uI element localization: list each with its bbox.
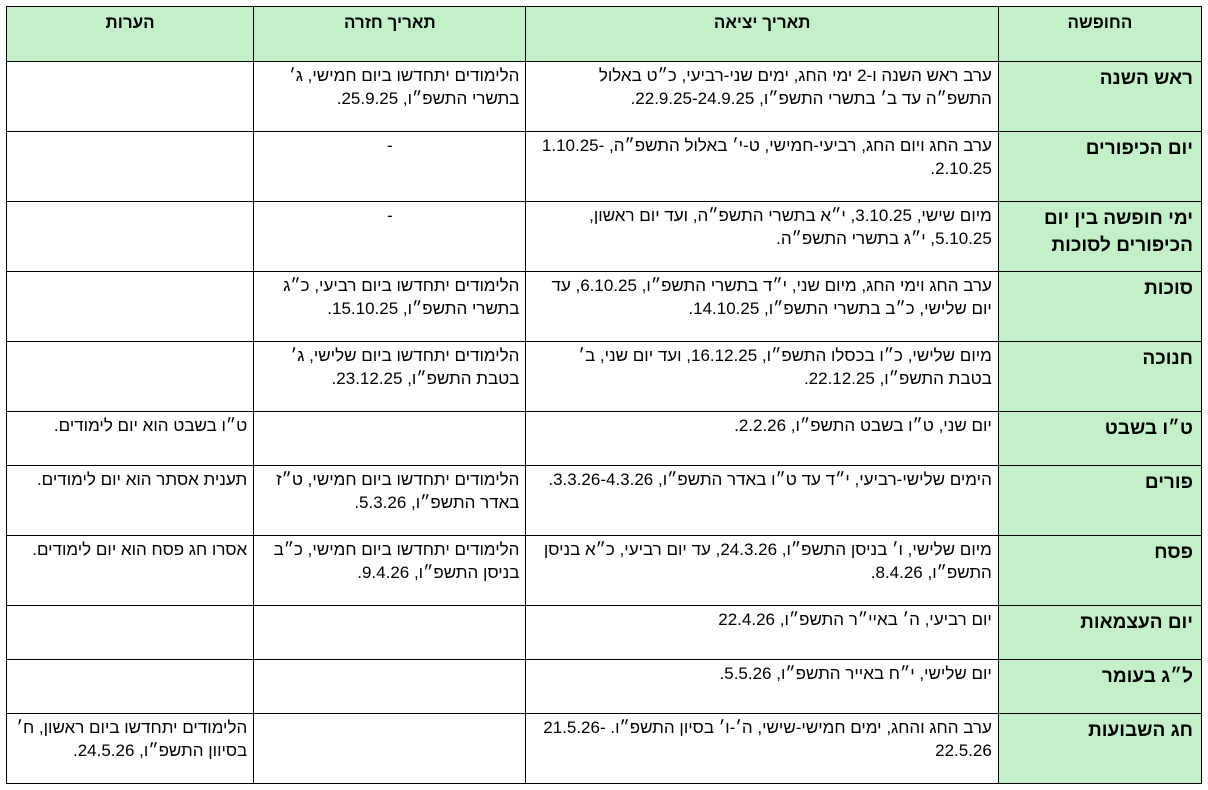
- departure-date-cell: יום רביעי, ה׳ באיי״ר התשפ״ו, 22.4.26: [526, 606, 998, 660]
- holiday-name-cell: ל״ג בעומר: [998, 660, 1201, 714]
- notes-cell: תענית אסתר הוא יום לימודים.: [7, 466, 254, 536]
- notes-cell: [7, 606, 254, 660]
- table-row: [7, 714, 1202, 784]
- return-date-cell: -: [254, 202, 526, 272]
- notes-cell: הלימודים יתחדשו ביום ראשון, ח׳ בסיוון התשפ״ו, 24.5.26.: [7, 714, 254, 784]
- departure-date-cell: מיום שלישי, כ״ו בכסלו התשפ״ו, 16.12.25, ועד יום שני, ב׳ בטבת התשפ״ו, 22.12.25.: [526, 342, 998, 412]
- departure-date-cell: יום שלישי, י״ח באייר התשפ״ו, 5.5.26.: [526, 660, 998, 714]
- table-row: [7, 466, 1202, 536]
- table-row: [7, 536, 1202, 606]
- return-date-cell: [254, 660, 526, 714]
- departure-date-cell: ערב החג ויום החג, רביעי-חמישי, ט-י׳ באלול התשפ״ה, 1.10.25-2.10.25.: [526, 132, 998, 202]
- holiday-name-cell: חנוכה: [998, 342, 1201, 412]
- holiday-schedule-table: [6, 6, 1202, 784]
- holiday-name-cell: פורים: [998, 466, 1201, 536]
- return-date-cell: [254, 606, 526, 660]
- notes-cell: [7, 132, 254, 202]
- header-notes: הערות: [7, 7, 254, 62]
- holiday-name-cell: ראש השנה: [998, 62, 1201, 132]
- return-date-cell: הלימודים יתחדשו ביום חמישי, ט״ז באדר התשפ״ו, 5.3.26.: [254, 466, 526, 536]
- holiday-name-cell: יום הכיפורים: [998, 132, 1201, 202]
- notes-cell: [7, 272, 254, 342]
- table-row: [7, 660, 1202, 714]
- notes-cell: [7, 342, 254, 412]
- departure-date-cell: הימים שלישי-רביעי, י״ד עד ט״ו באדר התשפ״ו, 3.3.26-4.3.26.: [526, 466, 998, 536]
- return-date-cell: הלימודים יתחדשו ביום חמישי, ג׳ בתשרי התשפ״ו, 25.9.25.: [254, 62, 526, 132]
- departure-date-cell: מיום שישי, 3.10.25, י״א בתשרי התשפ״ה, ועד יום ראשון, 5.10.25, י״ג בתשרי התשפ״ה.: [526, 202, 998, 272]
- table-row: [7, 62, 1202, 132]
- header-holiday: החופשה: [998, 7, 1201, 62]
- return-date-cell: הלימודים יתחדשו ביום שלישי, ג׳ בטבת התשפ״ו, 23.12.25.: [254, 342, 526, 412]
- table-row: [7, 412, 1202, 466]
- return-date-cell: [254, 714, 526, 784]
- table-row: [7, 202, 1202, 272]
- holiday-name-cell: פסח: [998, 536, 1201, 606]
- table-row: [7, 132, 1202, 202]
- header-departure-date: תאריך יציאה: [526, 7, 998, 62]
- notes-cell: [7, 202, 254, 272]
- holiday-name-cell: ימי חופשה בין יום הכיפורים לסוכות: [998, 202, 1201, 272]
- departure-date-cell: ערב החג וימי החג, מיום שני, י״ד בתשרי התשפ״ו, 6.10.25, עד יום שלישי, כ״ב בתשרי התשפ״ו, 14.10.25.: [526, 272, 998, 342]
- holiday-name-cell: סוכות: [998, 272, 1201, 342]
- holiday-name-cell: ט״ו בשבט: [998, 412, 1201, 466]
- notes-cell: [7, 62, 254, 132]
- return-date-cell: [254, 412, 526, 466]
- notes-cell: [7, 660, 254, 714]
- header-return-date: תאריך חזרה: [254, 7, 526, 62]
- departure-date-cell: ערב החג והחג, ימים חמישי-שישי, ה׳-ו׳ בסיון התשפ״ו. 21.5.26-22.5.26: [526, 714, 998, 784]
- return-date-cell: הלימודים יתחדשו ביום חמישי, כ״ב בניסן התשפ״ו, 9.4.26.: [254, 536, 526, 606]
- table-header-row: [7, 7, 1202, 62]
- return-date-cell: הלימודים יתחדשו ביום רביעי, כ״ג בתשרי התשפ״ו, 15.10.25.: [254, 272, 526, 342]
- holiday-name-cell: יום העצמאות: [998, 606, 1201, 660]
- table-row: [7, 272, 1202, 342]
- departure-date-cell: מיום שלישי, ו׳ בניסן התשפ״ו, 24.3.26, עד יום רביעי, כ״א בניסן התשפ״ו, 8.4.26.: [526, 536, 998, 606]
- departure-date-cell: יום שני, ט״ו בשבט התשפ״ו, 2.2.26.: [526, 412, 998, 466]
- return-date-cell: -: [254, 132, 526, 202]
- holiday-name-cell: חג השבועות: [998, 714, 1201, 784]
- table-row: [7, 342, 1202, 412]
- table-row: [7, 606, 1202, 660]
- departure-date-cell: ערב ראש השנה ו-2 ימי החג, ימים שני-רביעי, כ״ט באלול התשפ״ה עד ב׳ בתשרי התשפ״ו, 22.9.25-24.9.25.: [526, 62, 998, 132]
- notes-cell: אסרו חג פסח הוא יום לימודים.: [7, 536, 254, 606]
- notes-cell: ט״ו בשבט הוא יום לימודים.: [7, 412, 254, 466]
